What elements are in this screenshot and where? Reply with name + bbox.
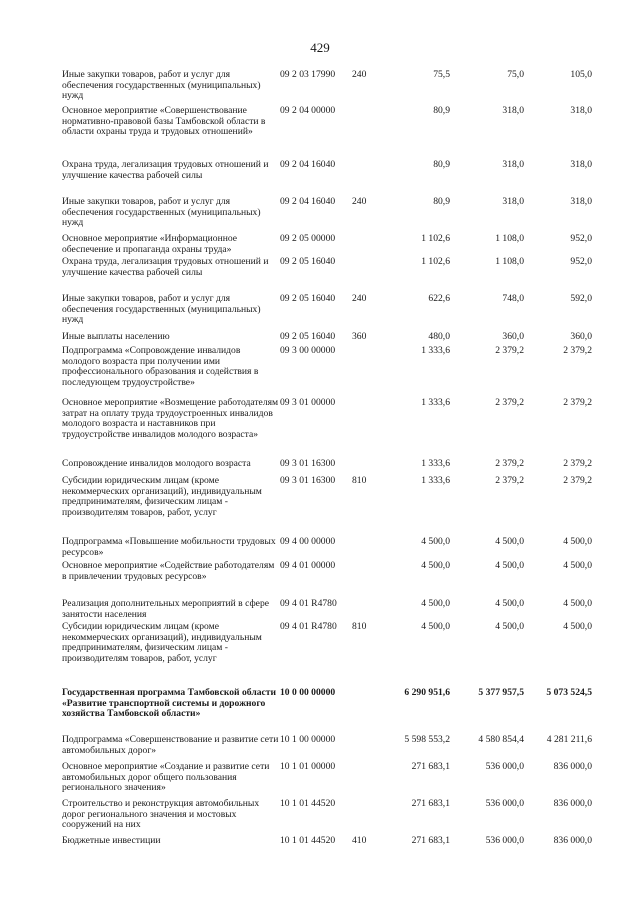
cell-v2: 1 108,0: [495, 233, 524, 244]
cell-code: 09 4 00 00000: [280, 536, 336, 547]
cell-name: Подпрограмма «Сопровождение инвалидов молодого возраста при получении ими профессионального образования и содействия в последующем трудоустройстве»: [62, 345, 259, 388]
cell-v3: 360,0: [570, 331, 592, 342]
cell-v1: 271 683,1: [411, 761, 450, 772]
cell-vr: 240: [352, 69, 367, 80]
cell-vr: 240: [352, 293, 367, 304]
cell-v1: 271 683,1: [411, 835, 450, 846]
cell-v1: 1 333,6: [421, 345, 450, 356]
cell-v2: 4 500,0: [495, 536, 524, 547]
cell-v2: 75,0: [507, 69, 524, 80]
cell-vr: 810: [352, 621, 367, 632]
cell-code: 09 2 05 16040: [280, 293, 336, 304]
cell-vr: 810: [352, 475, 367, 486]
cell-v3: 4 500,0: [563, 598, 592, 609]
cell-name: Субсидии юридическим лицам (кроме некоммерческих организаций), индивидуальным предпринимателям, физическим лицам - производителям товаров, работ, услуг: [62, 621, 262, 664]
cell-v2: 2 379,2: [495, 458, 524, 469]
cell-name: Охрана труда, легализация трудовых отношений и улучшение качества рабочей силы: [62, 256, 269, 278]
cell-code: 09 4 01 R4780: [280, 621, 337, 632]
cell-code: 10 1 01 44520: [280, 835, 336, 846]
cell-v3: 2 379,2: [563, 475, 592, 486]
cell-v1: 271 683,1: [411, 798, 450, 809]
cell-v2: 748,0: [502, 293, 524, 304]
cell-v2: 536 000,0: [485, 798, 524, 809]
cell-name: Основное мероприятие «Совершенствование нормативно-правовой базы Тамбовской области в области охраны труда и трудовых отношений»: [62, 105, 266, 138]
cell-code: 10 1 00 00000: [280, 734, 336, 745]
cell-v1: 80,9: [433, 159, 450, 170]
page-number: 429: [310, 40, 330, 55]
cell-name: Основное мероприятие «Создание и развитие сети автомобильных дорог общего пользования регионального значения»: [62, 761, 270, 794]
cell-name: Подпрограмма «Совершенствование и развитие сети автомобильных дорог»: [62, 734, 279, 756]
cell-v3: 4 500,0: [563, 536, 592, 547]
cell-name: Сопровождение инвалидов молодого возраста: [62, 458, 251, 469]
cell-code: 10 1 01 00000: [280, 761, 336, 772]
cell-v1: 1 333,6: [421, 475, 450, 486]
cell-code: 09 2 04 00000: [280, 105, 336, 116]
cell-v1: 4 500,0: [421, 536, 450, 547]
cell-code: 09 3 01 16300: [280, 458, 336, 469]
cell-v2: 2 379,2: [495, 475, 524, 486]
cell-v1: 6 290 951,6: [404, 687, 450, 698]
cell-v2: 4 500,0: [495, 598, 524, 609]
cell-v3: 2 379,2: [563, 345, 592, 356]
cell-v1: 1 102,6: [421, 233, 450, 244]
cell-vr: 240: [352, 196, 367, 207]
cell-v2: 1 108,0: [495, 256, 524, 267]
cell-v3: 5 073 524,5: [546, 687, 592, 698]
cell-v1: 1 333,6: [421, 397, 450, 408]
cell-name: Основное мероприятие «Возмещение работодателям затрат на оплату труда трудоустроенных инвалидов молодого возраста и наставников при трудоустройстве инвалидов молодого возраста»: [62, 397, 279, 440]
cell-v2: 4 500,0: [495, 560, 524, 571]
cell-v1: 480,0: [428, 331, 450, 342]
cell-code: 09 2 03 17990: [280, 69, 336, 80]
cell-vr: 410: [352, 835, 367, 846]
cell-v2: 2 379,2: [495, 345, 524, 356]
cell-v2: 4 580 854,4: [478, 734, 524, 745]
cell-code: 09 3 00 00000: [280, 345, 336, 356]
cell-v3: 952,0: [570, 233, 592, 244]
cell-name: Основное мероприятие «Содействие работодателям в привлечении трудовых ресурсов»: [62, 560, 275, 582]
cell-name: Иные выплаты населению: [62, 331, 170, 342]
cell-v1: 1 102,6: [421, 256, 450, 267]
cell-name: Бюджетные инвестиции: [62, 835, 161, 846]
cell-name: Иные закупки товаров, работ и услуг для обеспечения государственных (муниципальных) нужд: [62, 69, 261, 102]
cell-code: 09 4 01 R4780: [280, 598, 337, 609]
cell-code: 09 2 05 16040: [280, 256, 336, 267]
cell-v3: 4 500,0: [563, 621, 592, 632]
cell-name: Государственная программа Тамбовской области «Развитие транспортной системы и дорожного хозяйства Тамбовской области»: [62, 687, 276, 720]
cell-v2: 318,0: [502, 105, 524, 116]
cell-name: Подпрограмма «Повышение мобильности трудовых ресурсов»: [62, 536, 276, 558]
cell-code: 09 3 01 16300: [280, 475, 336, 486]
cell-v1: 622,6: [428, 293, 450, 304]
cell-v3: 4 500,0: [563, 560, 592, 571]
cell-name: Реализация дополнительных мероприятий в сфере занятости населения: [62, 598, 269, 620]
cell-name: Субсидии юридическим лицам (кроме некоммерческих организаций), индивидуальным предпринимателям, физическим лицам - производителям товаров, работ, услуг: [62, 475, 262, 518]
cell-vr: 360: [352, 331, 367, 342]
cell-code: 10 1 01 44520: [280, 798, 336, 809]
cell-v3: 836 000,0: [553, 761, 592, 772]
cell-name: Иные закупки товаров, работ и услуг для обеспечения государственных (муниципальных) нужд: [62, 293, 261, 326]
cell-v2: 318,0: [502, 196, 524, 207]
cell-code: 09 3 01 00000: [280, 397, 336, 408]
cell-v2: 536 000,0: [485, 761, 524, 772]
cell-v3: 836 000,0: [553, 835, 592, 846]
cell-v3: 592,0: [570, 293, 592, 304]
cell-v3: 2 379,2: [563, 397, 592, 408]
cell-v1: 4 500,0: [421, 598, 450, 609]
cell-name: Основное мероприятие «Информационное обеспечение и пропаганда охраны труда»: [62, 233, 238, 255]
cell-name: Охрана труда, легализация трудовых отношений и улучшение качества рабочей силы: [62, 159, 269, 181]
cell-v1: 80,9: [433, 196, 450, 207]
cell-name: Строительство и реконструкция автомобильных дорог регионального значения и мостовых сооружений на них: [62, 798, 260, 831]
cell-v2: 5 377 957,5: [478, 687, 524, 698]
cell-v1: 80,9: [433, 105, 450, 116]
cell-v2: 2 379,2: [495, 397, 524, 408]
cell-code: 09 2 04 16040: [280, 196, 336, 207]
cell-v3: 2 379,2: [563, 458, 592, 469]
cell-v1: 4 500,0: [421, 560, 450, 571]
cell-v3: 4 281 211,6: [546, 734, 592, 745]
cell-v1: 1 333,6: [421, 458, 450, 469]
cell-v2: 4 500,0: [495, 621, 524, 632]
cell-v3: 105,0: [570, 69, 592, 80]
cell-v2: 360,0: [502, 331, 524, 342]
cell-v3: 318,0: [570, 196, 592, 207]
cell-code: 09 2 05 16040: [280, 331, 336, 342]
cell-code: 09 2 04 16040: [280, 159, 336, 170]
cell-name: Иные закупки товаров, работ и услуг для обеспечения государственных (муниципальных) нужд: [62, 196, 261, 229]
cell-code: 09 2 05 00000: [280, 233, 336, 244]
cell-v1: 5 598 553,2: [404, 734, 450, 745]
cell-v1: 4 500,0: [421, 621, 450, 632]
cell-v3: 318,0: [570, 105, 592, 116]
cell-v1: 75,5: [433, 69, 450, 80]
cell-code: 10 0 00 00000: [280, 687, 336, 698]
cell-code: 09 4 01 00000: [280, 560, 336, 571]
cell-v3: 952,0: [570, 256, 592, 267]
cell-v3: 318,0: [570, 159, 592, 170]
cell-v2: 536 000,0: [485, 835, 524, 846]
cell-v3: 836 000,0: [553, 798, 592, 809]
cell-v2: 318,0: [502, 159, 524, 170]
